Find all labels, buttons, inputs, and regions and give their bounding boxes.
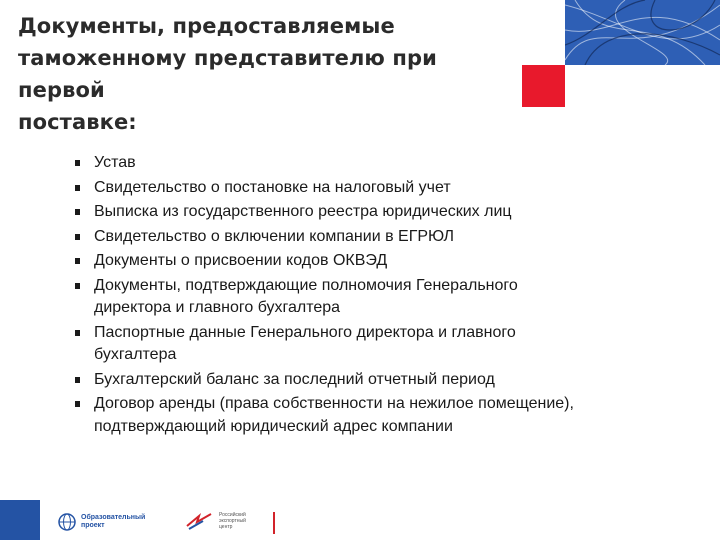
- list-item-text: Выписка из государственного реестра юридических лиц: [94, 203, 512, 220]
- swirl-lines-icon: [565, 0, 720, 65]
- bullet-icon: [75, 258, 80, 264]
- footer-divider: [273, 512, 275, 534]
- list-item: [72, 250, 592, 273]
- corner-decoration: [565, 0, 720, 65]
- footer-blue-block: [0, 500, 40, 540]
- logo2-caption: Российский экспортный центр: [219, 512, 246, 530]
- logo1-caption: Образовательный проект: [81, 514, 146, 529]
- bullet-icon: [75, 185, 80, 191]
- list-item: [72, 322, 592, 367]
- list-item-text: Свидетельство о постановке на налоговый учет: [94, 178, 451, 196]
- bullet-icon: [75, 160, 80, 166]
- list-item-text: Бухгалтерский баланс за последний отчетный период: [94, 370, 495, 388]
- list-item-text: Свидетельство о включении компании в ЕГРЮЛ: [94, 227, 454, 245]
- list-item-text: Документы, подтверждающие полномочия Генерального директора и главного бухгалтера: [94, 276, 518, 316]
- bullet-icon: [75, 234, 80, 240]
- document-list: [72, 152, 592, 440]
- list-item: [72, 152, 592, 175]
- list-item-text: Паспортные данные Генерального директора и главного бухгалтера: [94, 323, 516, 363]
- accent-square: [522, 65, 565, 107]
- list-item-text: Устав: [94, 154, 136, 171]
- bullet-icon: [75, 401, 80, 407]
- list-item: [72, 201, 592, 224]
- bullet-icon: [75, 330, 80, 336]
- page-title: Документы, предоставляемые таможенному представителю при первой поставке:: [18, 14, 437, 134]
- list-item: [72, 275, 592, 320]
- list-item-text: Документы о присвоении кодов ОКВЭД: [94, 252, 388, 269]
- list-item: [72, 226, 592, 249]
- bullet-icon: [75, 283, 80, 289]
- list-item: [72, 393, 592, 438]
- globe-icon: [58, 513, 76, 531]
- bullet-icon: [75, 377, 80, 383]
- export-center-logo: [185, 508, 259, 534]
- bullet-icon: [75, 209, 80, 215]
- arrow-logo-icon: [185, 510, 215, 532]
- list-item: [72, 177, 592, 200]
- list-item-text: Договор аренды (права собственности на нежилое помещение), подтверждающий юридический адрес компании: [94, 395, 574, 435]
- education-project-logo: [58, 511, 161, 533]
- list-item: [72, 369, 592, 392]
